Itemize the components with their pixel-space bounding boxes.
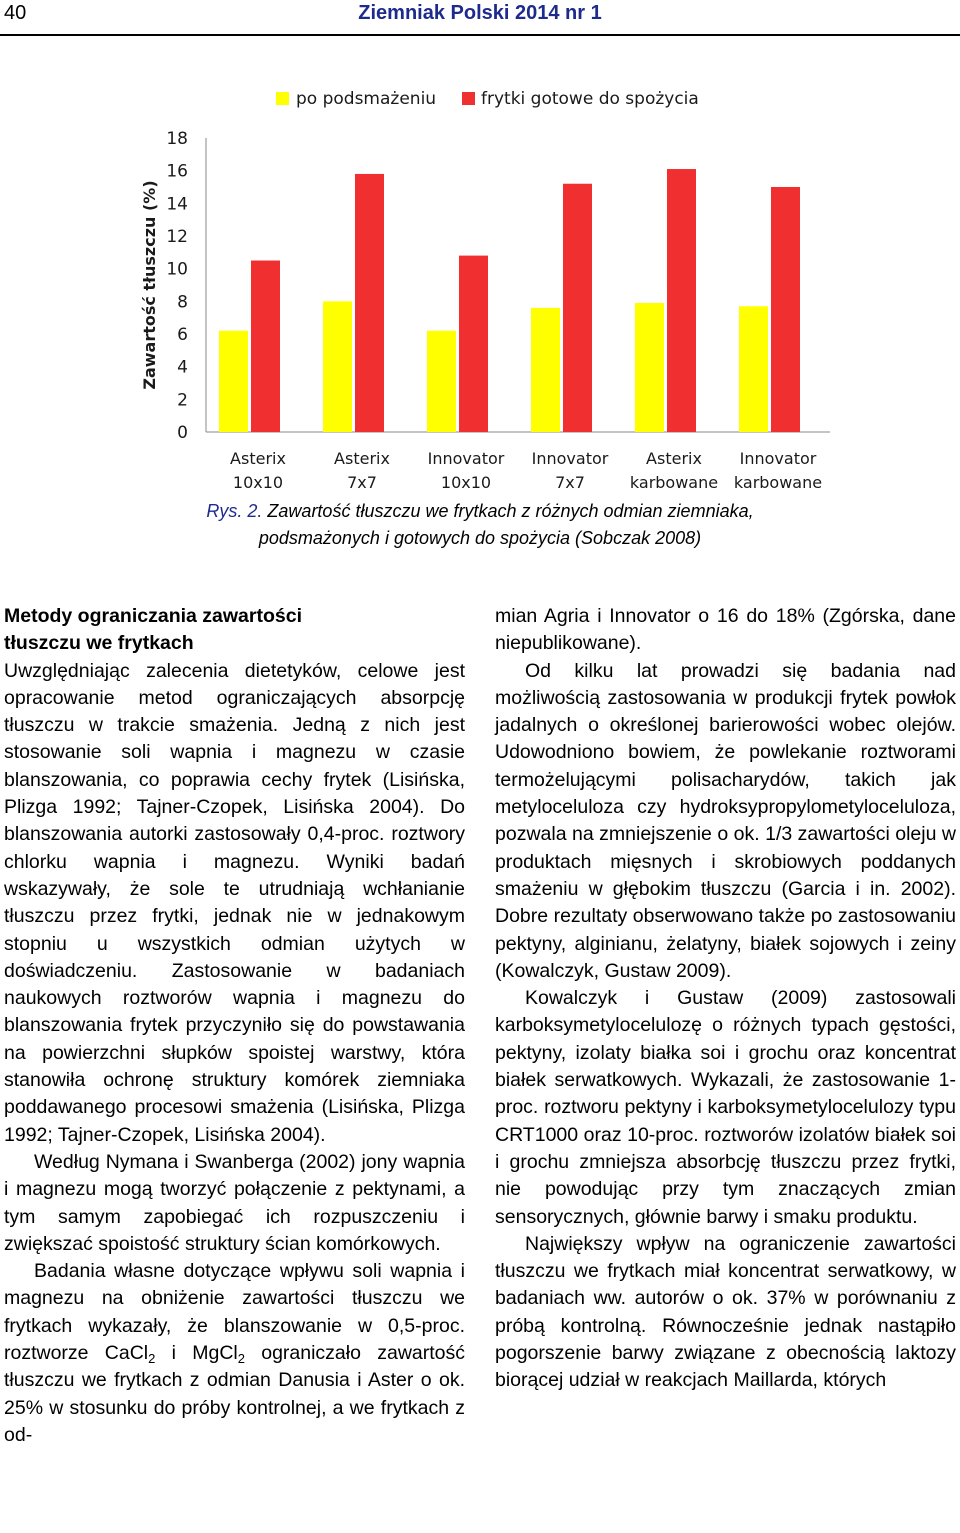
bar-po-podsmazeniu-1 xyxy=(323,301,352,432)
legend-label-po-podsmazeniu: po podsmażeniu xyxy=(296,89,437,109)
caption-label: Rys. 2. xyxy=(206,501,263,521)
header-rule xyxy=(0,34,960,36)
x-tick-label: 10x10 xyxy=(232,473,284,492)
bar-frytki-gotowe-4 xyxy=(667,169,696,432)
bar-frytki-gotowe-5 xyxy=(771,187,800,432)
paragraph-text: i MgCl xyxy=(155,1342,238,1365)
bar-frytki-gotowe-2 xyxy=(459,256,488,432)
journal-title: Ziemniak Polski 2014 nr 1 xyxy=(358,2,602,24)
caption-line-2: podsmażonych i gotowych do spożycia (Sobczak 2008) xyxy=(258,528,702,548)
bar-po-podsmazeniu-0 xyxy=(219,331,248,432)
chart-legend xyxy=(276,89,699,109)
paragraph: Uwzględniając zalecenia dietetyków, celowe jest opracowanie metod ograniczających absorpcję tłuszczu w trakcie smażenia. Jedną z nich jest stosowanie soli wapnia i magnezu w czasie blanszowania, co poprawia cechy frytek (Lisińska, Plizga 1992; Tajner-Czopek, Lisińska 2004). Do blanszowania autorki zastosowały 0,4-proc. roztwory chlorku wapnia i magnezu. Wyniki badań wskazywały, że sole te utrudniają wchłanianie tłuszczu przez frytki, jednak nie w jednakowym stopniu u wszystkich odmian użytych w doświadczeniu. Zastosowanie w badaniach naukowych roztworów wapnia i magnezu do blanszowania frytek przyczyniło się do powstawania na powierzchni słupków spoistej warstwy, która stanowiła ochronę struktury komórek ziemniaka poddawanego procesowi smażenia (Lisińska, Plizga 1992; Tajner-Czopek, Lisińska 2004). xyxy=(4,659,465,1146)
page-number: 40 xyxy=(4,2,27,24)
bar-po-podsmazeniu-4 xyxy=(635,303,664,432)
x-tick-label: Innovator xyxy=(739,449,817,468)
caption-line-1: Zawartość tłuszczu we frytkach z różnych odmian ziemniaka, xyxy=(267,501,754,521)
subscript: 2 xyxy=(237,1351,245,1367)
right-column xyxy=(495,603,956,1395)
y-tick-label: 10 xyxy=(166,259,188,280)
paragraph-text: Badania własne dotyczące wpływu soli wapnia i magnezu na obniżenie zawartości tłuszczu we frytkach wykazały, że blanszowanie w 0,5-proc. roztworze CaCl xyxy=(4,1260,465,1365)
legend-swatch-po-podsmazeniu xyxy=(276,92,289,105)
bar-frytki-gotowe-3 xyxy=(563,184,592,432)
bar-frytki-gotowe-1 xyxy=(355,174,384,432)
fat-content-chart xyxy=(0,70,960,510)
x-tick-label: 7x7 xyxy=(555,473,585,492)
legend-label-frytki-gotowe: frytki gotowe do spożycia xyxy=(481,89,699,109)
y-ticks xyxy=(166,129,188,443)
y-tick-label: 14 xyxy=(166,194,188,215)
paragraph: Od kilku lat prowadzi się badania nad możliwością zastosowania w produkcji frytek powłok jadalnych o określonej barierowości wobec olejów. Udowodniono bowiem, że powlekanie roztworami termożelującymi polisacharydów, takich jak metyloceluloza czy hydroksypropylometyloceluloza, pozwala na zmniejszenie o ok. 1/3 zawartości oleju w produktach mięsnych i skrobiowych poddanych smażeniu w głębokim tłuszczu (Garcia i in. 2002). Dobre rezultaty obserwowano także po zastosowaniu pektyny, alginianu, żelatyny, białek sojowych i zeiny (Kowalczyk, Gustaw 2009). xyxy=(495,659,956,982)
y-axis-label: Zawartość tłuszczu (%) xyxy=(140,180,159,390)
y-tick-label: 4 xyxy=(177,357,188,378)
bar-po-podsmazeniu-2 xyxy=(427,331,456,432)
paragraph: mian Agria i Innovator o 16 do 18% (Zgórska, dane niepublikowane). xyxy=(495,605,956,655)
paragraph: Największy wpływ na ograniczenie zawartości tłuszczu we frytkach miał koncentrat serwatkowy, w badaniach ww. autorów o ok. 37% w porównaniu z próbą kontrolną. Równocześnie jednak nastąpiło pogorszenie barwy związane z obecnością laktozy biorącej udział w reakcjach Maillarda, których xyxy=(495,1232,956,1392)
y-tick-label: 18 xyxy=(166,129,188,149)
x-tick-label: Innovator xyxy=(531,449,609,468)
x-tick-labels xyxy=(230,449,822,492)
x-tick-label: Innovator xyxy=(427,449,505,468)
x-tick-label: 7x7 xyxy=(347,473,377,492)
paragraph-text: ograniczało zawartość tłuszczu we frytkach z odmian Danusia i Aster o ok. 25% w stosunku do próby kontrolnej, a we frytkach z od- xyxy=(4,1342,465,1446)
paragraph: Kowalczyk i Gustaw (2009) zastosowali karboksymetylocelulozę o różnych typach gęstości, pektyny, izolaty białka soi i grochu oraz koncentrat białek serwatkowych. Wykazali, że zastosowanie 1-proc. roztworu pektyny i karboksymetylocelulozy typu CRT1000 oraz 10-proc. roztworów izolatów białek soi i grochu zmniejsza absorbcję tłuszczu przez frytki, nie powodując przy tym znaczących zmian sensorycznych, głównie barwy i smaku produktu. xyxy=(495,987,956,1228)
y-tick-label: 2 xyxy=(177,390,188,411)
x-tick-label: 10x10 xyxy=(440,473,492,492)
x-tick-label: Asterix xyxy=(334,449,390,468)
page-header xyxy=(0,0,960,32)
x-tick-label: Asterix xyxy=(646,449,702,468)
section-title-line-2: tłuszczu we frytkach xyxy=(4,632,194,655)
section-title-line-1: Metody ograniczania zawartości xyxy=(4,605,302,627)
x-tick-label: karbowane xyxy=(733,473,823,492)
y-tick-label: 0 xyxy=(177,423,188,443)
y-tick-label: 6 xyxy=(177,325,188,345)
legend-swatch-frytki-gotowe xyxy=(462,92,475,105)
bars xyxy=(219,169,800,432)
section-title xyxy=(4,603,465,658)
x-tick-label: karbowane xyxy=(629,473,719,492)
figure-caption xyxy=(0,498,960,552)
y-tick-label: 16 xyxy=(166,161,188,182)
x-tick-label: Asterix xyxy=(230,449,286,468)
paragraph: Według Nymana i Swanberga (2002) jony wapnia i magnezu mogą tworzyć połączenie z pektynami, a tym samym zapobiegać ich rozpuszczeniu i zwiększać spoistość struktury ścian komórkowych. xyxy=(4,1150,465,1255)
paragraph xyxy=(4,1258,465,1449)
y-tick-label: 12 xyxy=(166,227,188,247)
subscript: 2 xyxy=(148,1351,156,1367)
bar-po-podsmazeniu-5 xyxy=(739,306,768,432)
bar-po-podsmazeniu-3 xyxy=(531,308,560,432)
bar-frytki-gotowe-0 xyxy=(251,261,280,433)
left-column xyxy=(4,603,465,1449)
y-tick-label: 8 xyxy=(177,292,188,313)
